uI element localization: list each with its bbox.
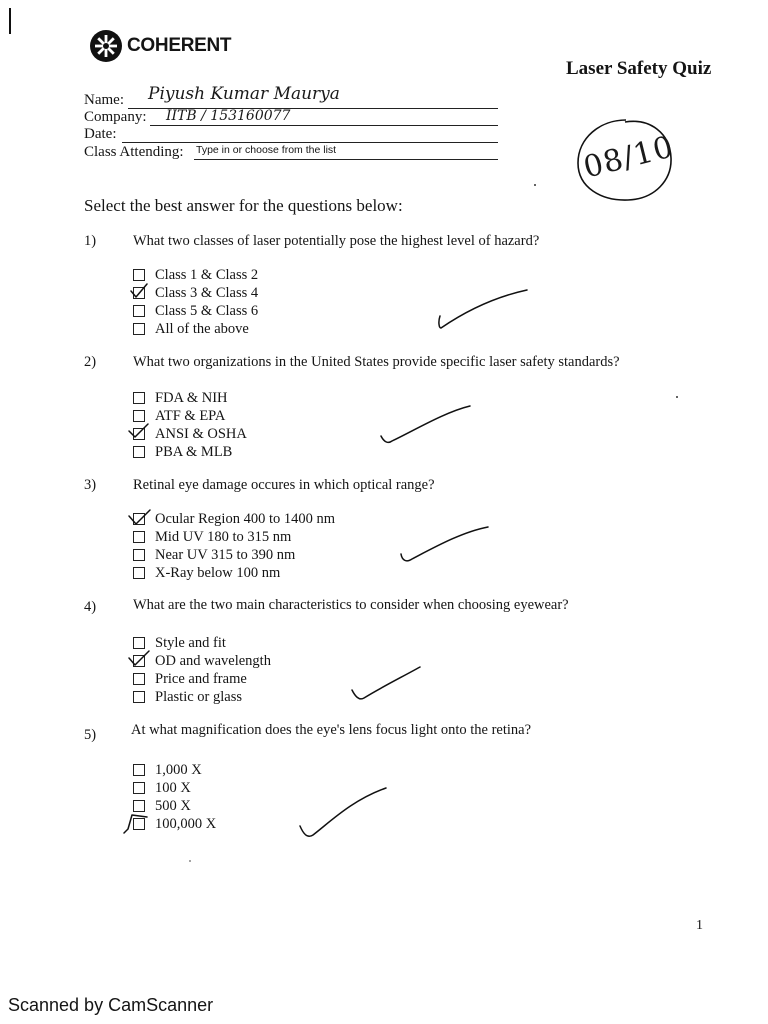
page-number: 1 [696, 918, 703, 933]
checkbox-checked[interactable] [133, 818, 145, 830]
coherent-logo-icon [90, 30, 122, 62]
grader-check-q2 [381, 406, 470, 442]
name-value[interactable]: Piyush Kumar Maurya [148, 84, 340, 104]
company-value[interactable]: IITB / 153160077 [166, 108, 291, 124]
option-q4-a[interactable]: Style and fit [133, 634, 271, 652]
name-label: Name: [84, 92, 124, 108]
checkbox[interactable] [133, 691, 145, 703]
grader-check-q1 [439, 290, 527, 328]
question-3-options [133, 510, 335, 582]
checkbox[interactable] [133, 323, 145, 335]
checkbox[interactable] [133, 531, 145, 543]
option-q3-d[interactable]: X-Ray below 100 nm [133, 564, 335, 582]
instructions: Select the best answer for the questions below: [84, 196, 403, 215]
option-q1-a[interactable]: Class 1 & Class 2 [133, 266, 258, 284]
question-4-number: 4) [84, 599, 97, 615]
question-2-number: 2) [84, 354, 97, 370]
class-line [194, 159, 498, 160]
logo-text: COHERENT [127, 35, 232, 56]
date-label: Date: [84, 126, 117, 142]
checkbox[interactable] [133, 764, 145, 776]
question-2-options [133, 389, 247, 461]
question-5-text: At what magnification does the eye's lens focus light onto the retina? [131, 722, 532, 738]
option-q2-a[interactable]: FDA & NIH [133, 389, 247, 407]
grader-check-q4 [352, 667, 420, 699]
checkbox[interactable] [133, 782, 145, 794]
question-5-options [133, 761, 216, 833]
option-q5-a[interactable]: 1,000 X [133, 761, 216, 779]
option-q4-d[interactable]: Plastic or glass [133, 688, 271, 706]
question-5-number: 5) [84, 727, 97, 743]
checkbox[interactable] [133, 305, 145, 317]
question-2-text: What two organizations in the United States provide specific laser safety standards? [133, 354, 620, 370]
option-q5-d[interactable]: 100,000 X [133, 815, 216, 833]
option-q4-c[interactable]: Price and frame [133, 670, 271, 688]
checkbox[interactable] [133, 567, 145, 579]
option-q1-c[interactable]: Class 5 & Class 6 [133, 302, 258, 320]
quiz-title: Laser Safety Quiz [566, 58, 712, 79]
option-q2-b[interactable]: ATF & EPA [133, 407, 247, 425]
score-text: 08/10 [580, 129, 678, 186]
question-4-options [133, 634, 271, 706]
company-line [150, 125, 498, 126]
class-attending-field[interactable]: Type in or choose from the list [196, 144, 337, 156]
question-3-number: 3) [84, 477, 97, 493]
checkbox[interactable] [133, 446, 145, 458]
checkbox-checked[interactable] [133, 655, 145, 667]
option-q3-c[interactable]: Near UV 315 to 390 nm [133, 546, 335, 564]
question-3-text: Retinal eye damage occures in which optical range? [133, 477, 435, 493]
checkbox-checked[interactable] [133, 287, 145, 299]
checkbox-checked[interactable] [133, 513, 145, 525]
checkbox-checked[interactable] [133, 428, 145, 440]
option-q1-d[interactable]: All of the above [133, 320, 258, 338]
grader-check-q3 [401, 527, 488, 561]
camscanner-footer: Scanned by CamScanner [8, 995, 214, 1015]
question-1-options [133, 266, 258, 338]
option-q2-d[interactable]: PBA & MLB [133, 443, 247, 461]
checkbox[interactable] [133, 549, 145, 561]
question-1-number: 1) [84, 233, 97, 249]
checkbox[interactable] [133, 800, 145, 812]
option-q5-c[interactable]: 500 X [133, 797, 216, 815]
checkbox[interactable] [133, 637, 145, 649]
option-q3-a[interactable]: Ocular Region 400 to 1400 nm [133, 510, 335, 528]
option-q1-b[interactable]: Class 3 & Class 4 [133, 284, 258, 302]
checkbox[interactable] [133, 392, 145, 404]
grader-check-q5 [300, 788, 386, 836]
checkbox[interactable] [133, 269, 145, 281]
scan-mark [9, 8, 11, 34]
coherent-logo [90, 30, 231, 62]
option-q4-b[interactable]: OD and wavelength [133, 652, 271, 670]
option-q3-b[interactable]: Mid UV 180 to 315 nm [133, 528, 335, 546]
option-q2-c[interactable]: ANSI & OSHA [133, 425, 247, 443]
class-label: Class Attending: [84, 144, 184, 160]
checkbox[interactable] [133, 410, 145, 422]
question-4-text: What are the two main characteristics to consider when choosing eyewear? [133, 597, 569, 613]
option-q5-b[interactable]: 100 X [133, 779, 216, 797]
checkbox[interactable] [133, 673, 145, 685]
company-label: Company: [84, 109, 147, 125]
date-line[interactable] [122, 142, 498, 143]
question-1-text: What two classes of laser potentially pose the highest level of hazard? [133, 233, 540, 249]
